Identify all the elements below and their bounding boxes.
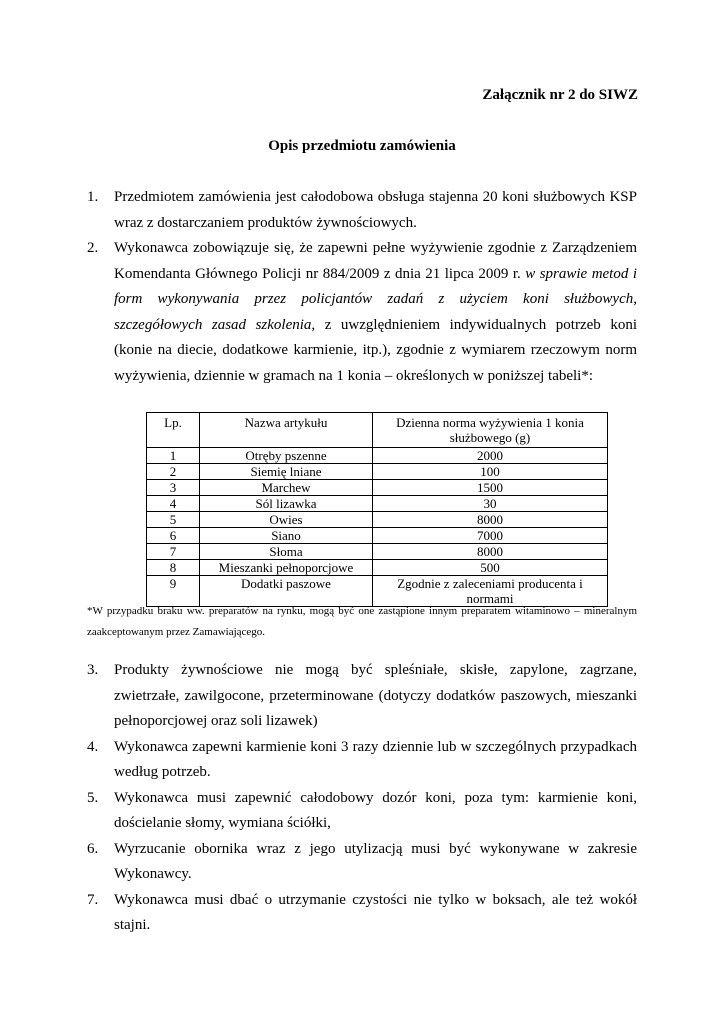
table-row xyxy=(147,464,608,480)
item-text-continued: , z uwzględnieniem indywidualnych potrzeb koni (konie na diecie, dodatkowe karmienie, itp.), zgodnie z wymiarem rzeczowym norm wyżywienia, dziennie w gramach na 1 konia – określonych w poniższej tabeli*: xyxy=(114,316,637,384)
cell-lp: 1 xyxy=(147,448,200,464)
header-lp: Lp. xyxy=(147,413,200,448)
cell-name: Słoma xyxy=(200,544,373,560)
cell-name: Siemię lniane xyxy=(200,464,373,480)
item-text: Przedmiotem zamówienia jest całodobowa obsługa stajenna 20 koni służbowych KSP wraz z dostarczaniem produktów żywnościowych. xyxy=(114,189,637,231)
list-item xyxy=(87,658,637,735)
table-footnote: *W przypadku braku ww. preparatów na rynku, mogą być one zastąpione innym preparatem witaminowo – mineralnym zaakceptowanym przez Zamawiającego. xyxy=(87,605,637,638)
regulation-title: w sprawie metod i form wykonywania przez policjantów zadań z użyciem koni służbowych, szczegółowych zasad szkolenia xyxy=(114,265,637,333)
annex-title: Załącznik nr 2 do SIWZ xyxy=(482,87,638,103)
cell-norm: 100 xyxy=(373,464,608,480)
cell-norm: 30 xyxy=(373,496,608,512)
header-name: Nazwa artykułu xyxy=(200,413,373,448)
table-row xyxy=(147,496,608,512)
cell-norm: 8000 xyxy=(373,512,608,528)
cell-lp: 4 xyxy=(147,496,200,512)
cell-lp: 2 xyxy=(147,464,200,480)
table-header-row xyxy=(147,413,608,448)
item-text: Wykonawca musi dbać o utrzymanie czystości nie tylko w boksach, ale też wokół stajni. xyxy=(114,891,637,933)
table-row xyxy=(147,448,608,464)
table-row xyxy=(147,560,608,576)
item-number: 7. xyxy=(87,891,99,908)
cell-lp: 7 xyxy=(147,544,200,560)
table-row xyxy=(147,512,608,528)
cell-name: Mieszanki pełnoporcjowe xyxy=(200,560,373,576)
list-item xyxy=(87,837,637,888)
cell-norm: 1500 xyxy=(373,480,608,496)
cell-name: Owies xyxy=(200,512,373,528)
table-row xyxy=(147,528,608,544)
item-text: Wykonawca zobowiązuje się, że zapewni pełne wyżywienie zgodnie z Zarządzeniem Komendanta Głównego Policji nr 884/2009 z dnia 21 lipca 2009 r. xyxy=(114,240,637,282)
item-text: Wyrzucanie obornika wraz z jego utylizacją musi być wykonywane w zakresie Wykonawcy. xyxy=(114,840,637,882)
item-number: 3. xyxy=(87,662,99,678)
feeding-norms-table xyxy=(146,412,608,607)
cell-lp: 5 xyxy=(147,512,200,528)
list-item xyxy=(87,185,637,236)
requirements-list-top xyxy=(87,185,637,389)
item-number: 5. xyxy=(87,789,99,806)
document-title: Opis przedmiotu zamówienia xyxy=(268,138,456,154)
cell-lp: 6 xyxy=(147,528,200,544)
header-norm: Dzienna norma wyżywienia 1 konia służbowego (g) xyxy=(373,413,608,448)
table-row xyxy=(147,480,608,496)
cell-norm: Zgodnie z zaleceniami producenta i normami xyxy=(373,576,608,607)
cell-name: Sól lizawka xyxy=(200,496,373,512)
item-number: 2. xyxy=(87,240,99,256)
item-text: Wykonawca musi zapewnić całodobowy dozór koni, poza tym: karmienie koni, dościelanie słomy, wymiana ściółki, xyxy=(114,789,637,831)
list-item xyxy=(87,786,637,837)
cell-name: Dodatki paszowe xyxy=(200,576,373,607)
cell-norm: 2000 xyxy=(373,448,608,464)
list-item xyxy=(87,236,637,389)
cell-name: Otręby pszenne xyxy=(200,448,373,464)
cell-lp: 9 xyxy=(147,576,200,607)
cell-norm: 8000 xyxy=(373,544,608,560)
requirements-list-bottom xyxy=(87,658,637,939)
item-text: Wykonawca zapewni karmienie koni 3 razy dziennie lub w szczególnych przypadkach według potrzeb. xyxy=(114,738,637,780)
list-item xyxy=(87,735,637,786)
table-row xyxy=(147,544,608,560)
cell-lp: 8 xyxy=(147,560,200,576)
list-item xyxy=(87,888,637,939)
cell-lp: 3 xyxy=(147,480,200,496)
cell-name: Siano xyxy=(200,528,373,544)
cell-norm: 500 xyxy=(373,560,608,576)
cell-name: Marchew xyxy=(200,480,373,496)
item-text: Produkty żywnościowe nie mogą być spleśniałe, skisłe, zapylone, zagrzane, zwietrzałe, zawilgocone, przeterminowane (dotyczy dodatków paszowych, mieszanki pełnoporcjowej oraz soli lizawek) xyxy=(114,662,637,729)
cell-norm: 7000 xyxy=(373,528,608,544)
item-number: 1. xyxy=(87,189,99,205)
item-number: 4. xyxy=(87,738,99,755)
item-number: 6. xyxy=(87,840,99,857)
